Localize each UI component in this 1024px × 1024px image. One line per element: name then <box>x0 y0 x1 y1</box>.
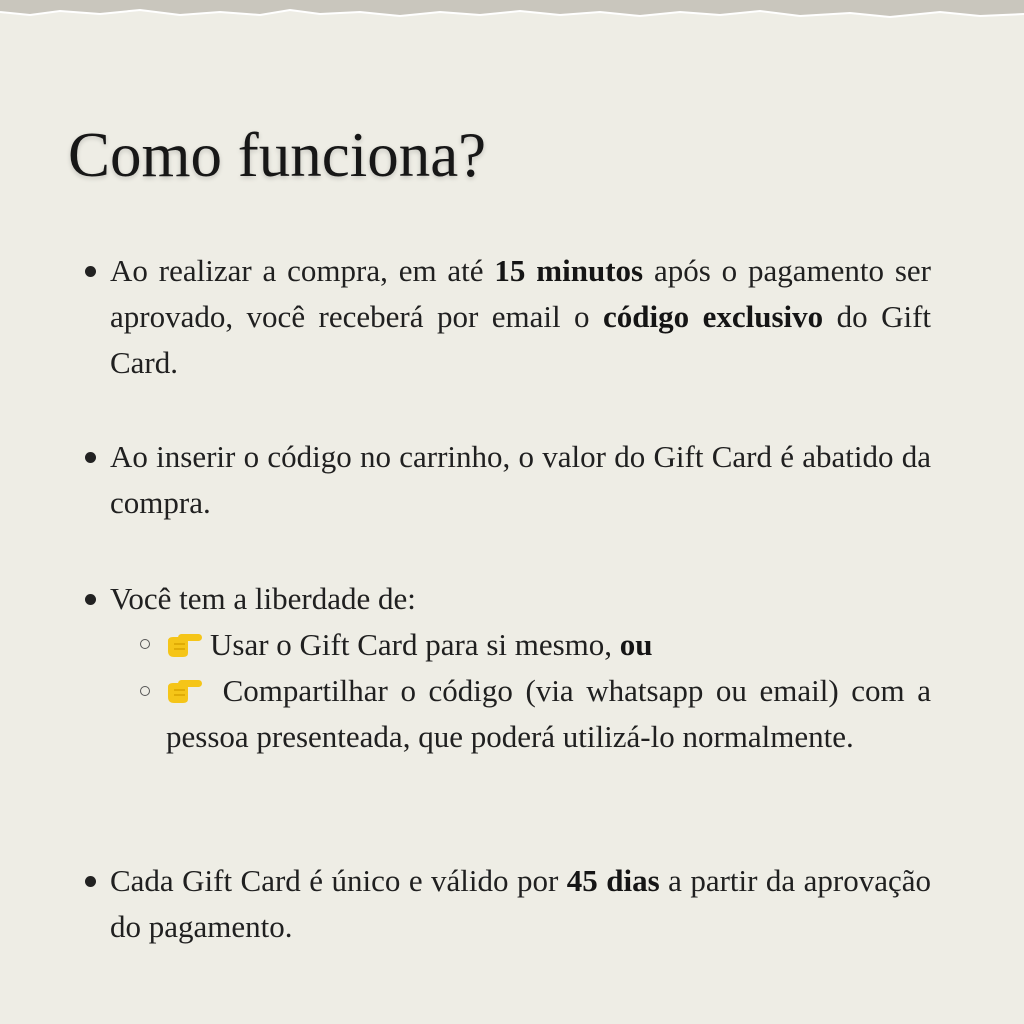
item4-text-a: Cada Gift Card é único e válido por <box>110 863 567 898</box>
sub1-bold: ou <box>619 627 653 662</box>
sub1-text: Usar o Gift Card para si mesmo, <box>210 627 620 662</box>
bullet-icon <box>85 266 96 277</box>
list-item-freedom <box>110 576 931 622</box>
sub-item-self-use <box>166 622 931 668</box>
item1-text-c: do Gift Card. <box>110 299 932 380</box>
item1-text-b: após o pagamento ser aprovado, você receberá por email o <box>110 253 931 334</box>
torn-edge <box>0 0 1024 26</box>
sub2-text: Compartilhar o código (via whatsapp ou email) com a pessoa presenteada, que poderá utilizá-lo normalmente. <box>166 673 931 754</box>
item1-text-a: Ao realizar a compra, em até <box>110 253 495 288</box>
bullet-icon <box>85 876 96 887</box>
item1-bold-code: código exclusivo <box>603 299 824 334</box>
bullet-icon <box>85 594 96 605</box>
bullet-icon <box>85 452 96 463</box>
list-item-purchase <box>110 248 931 386</box>
list-item-validity <box>110 858 931 950</box>
pointing-hand-icon <box>166 677 204 705</box>
item1-bold-time: 15 minutos <box>494 253 644 288</box>
list-item-cart <box>110 434 931 526</box>
page-title: Como funciona? <box>68 120 487 190</box>
item4-bold-days: 45 dias <box>566 863 660 898</box>
pointing-hand-icon <box>166 631 204 659</box>
item4-text-b: a partir da aprovação do pagamento. <box>110 863 932 944</box>
sub-item-share <box>166 668 931 760</box>
sub-bullet-icon <box>140 639 150 649</box>
sub-bullet-icon <box>140 686 150 696</box>
item2-text: Ao inserir o código no carrinho, o valor do Gift Card é abatido da compra. <box>110 439 931 520</box>
item3-text: Você tem a liberdade de: <box>110 581 416 616</box>
